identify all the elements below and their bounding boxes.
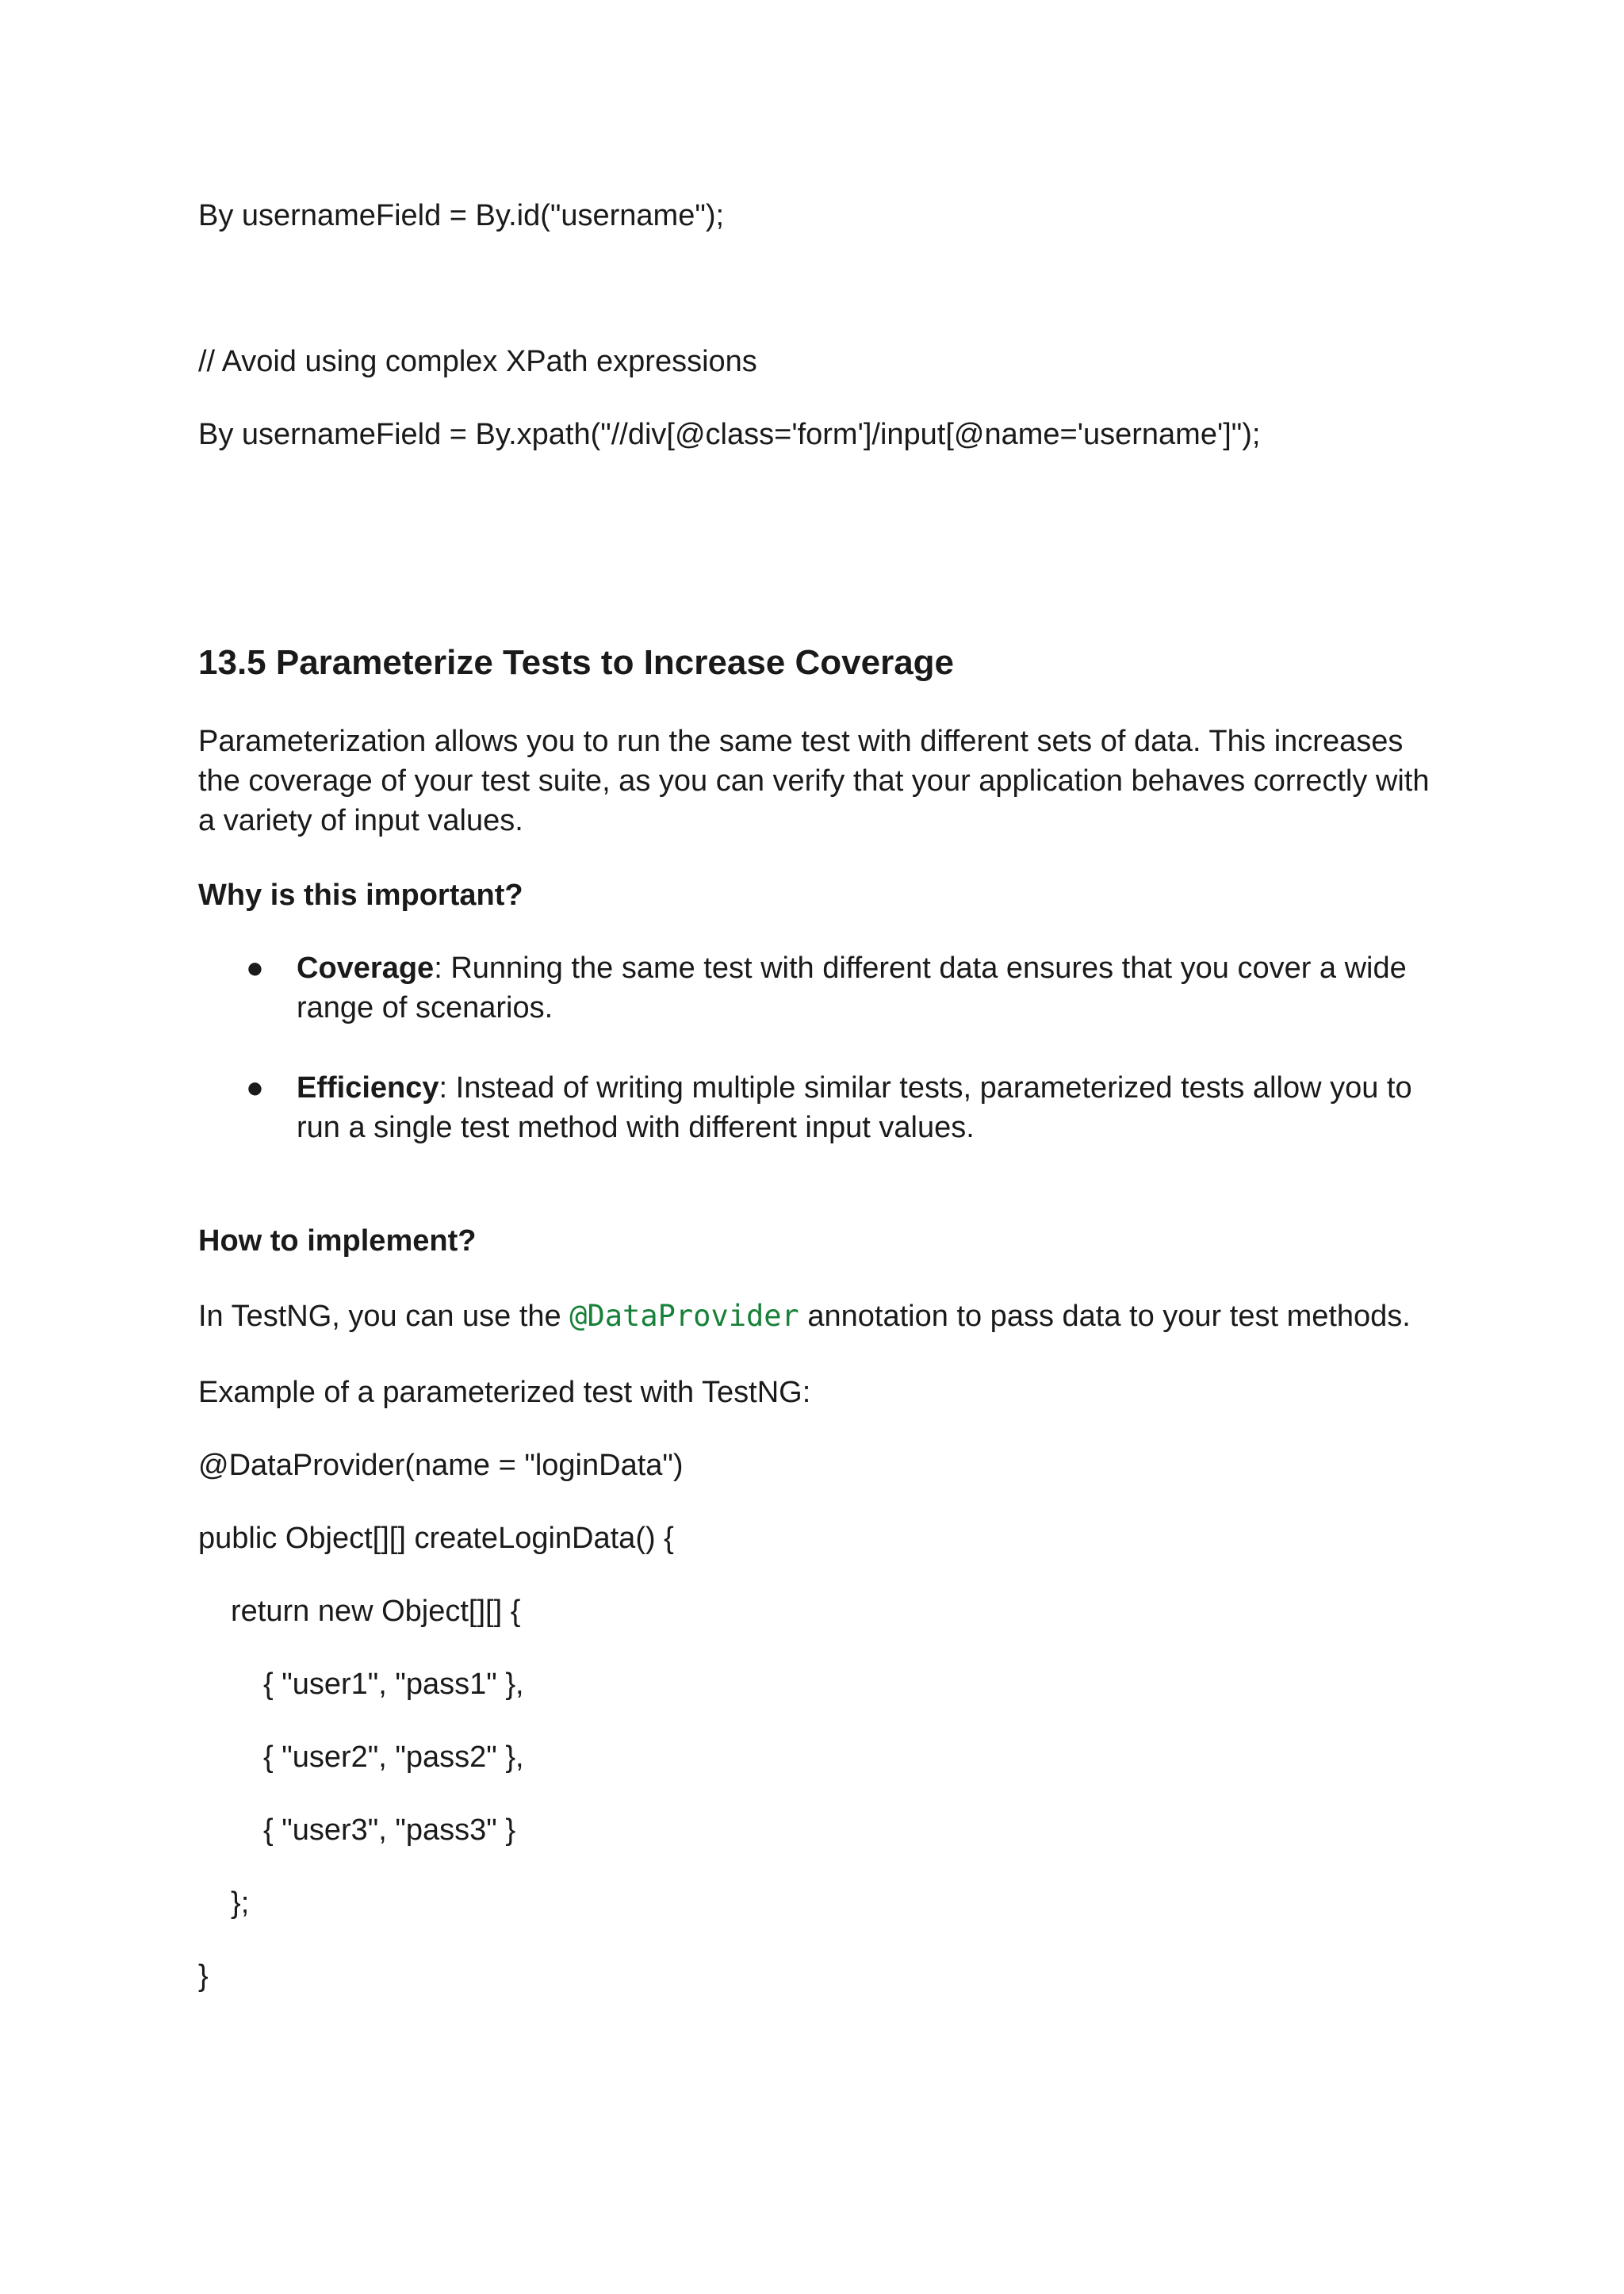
bullet-text bbox=[297, 948, 1435, 1028]
how-paragraph bbox=[198, 1296, 1411, 1336]
code-line: { "user2", "pass2" }, bbox=[263, 1741, 524, 1774]
how-text-before: In TestNG, you can use the bbox=[198, 1300, 570, 1333]
intro-paragraph: Parameterization allows you to run the same test with different sets of data. This increases the coverage of your test suite, as you can verify that your application behaves correctly with a variety of input values. bbox=[198, 725, 1430, 837]
code-line: public Object[][] createLoginData() { bbox=[198, 1522, 674, 1555]
code-line: return new Object[][] { bbox=[231, 1595, 521, 1628]
bullet-term: Coverage bbox=[297, 952, 435, 985]
code-line: @DataProvider(name = "loginData") bbox=[198, 1449, 684, 1482]
bullet-description: : Instead of writing multiple similar tests, parameterized tests allow you to run a single test method with different input values. bbox=[297, 1071, 1412, 1144]
bullet-term: Efficiency bbox=[297, 1071, 439, 1105]
how-heading: How to implement? bbox=[198, 1224, 477, 1258]
bullet-dot: ● bbox=[246, 1071, 264, 1105]
code-line-by-xpath: By usernameField = By.xpath("//div[@class='form']/input[@name='username']"); bbox=[198, 418, 1261, 451]
code-line: { "user3", "pass3" } bbox=[263, 1813, 516, 1847]
example-label: Example of a parameterized test with TestNG: bbox=[198, 1376, 811, 1409]
code-line: }; bbox=[231, 1886, 250, 1920]
code-line-by-id: By usernameField = By.id("username"); bbox=[198, 199, 725, 232]
code-line: } bbox=[198, 1959, 209, 1993]
section-heading: 13.5 Parameterize Tests to Increase Coverage bbox=[198, 643, 955, 682]
bullet-description: : Running the same test with different data ensures that you cover a wide range of scenarios. bbox=[297, 952, 1407, 1024]
code-comment: // Avoid using complex XPath expressions bbox=[198, 345, 757, 378]
inline-code-dataprovider: @DataProvider bbox=[569, 1299, 799, 1333]
code-line: { "user1", "pass1" }, bbox=[263, 1668, 524, 1701]
bullet-text bbox=[297, 1068, 1435, 1147]
why-heading: Why is this important? bbox=[198, 879, 523, 912]
bullet-dot: ● bbox=[246, 952, 264, 985]
how-text-after: annotation to pass data to your test methods. bbox=[799, 1300, 1411, 1333]
